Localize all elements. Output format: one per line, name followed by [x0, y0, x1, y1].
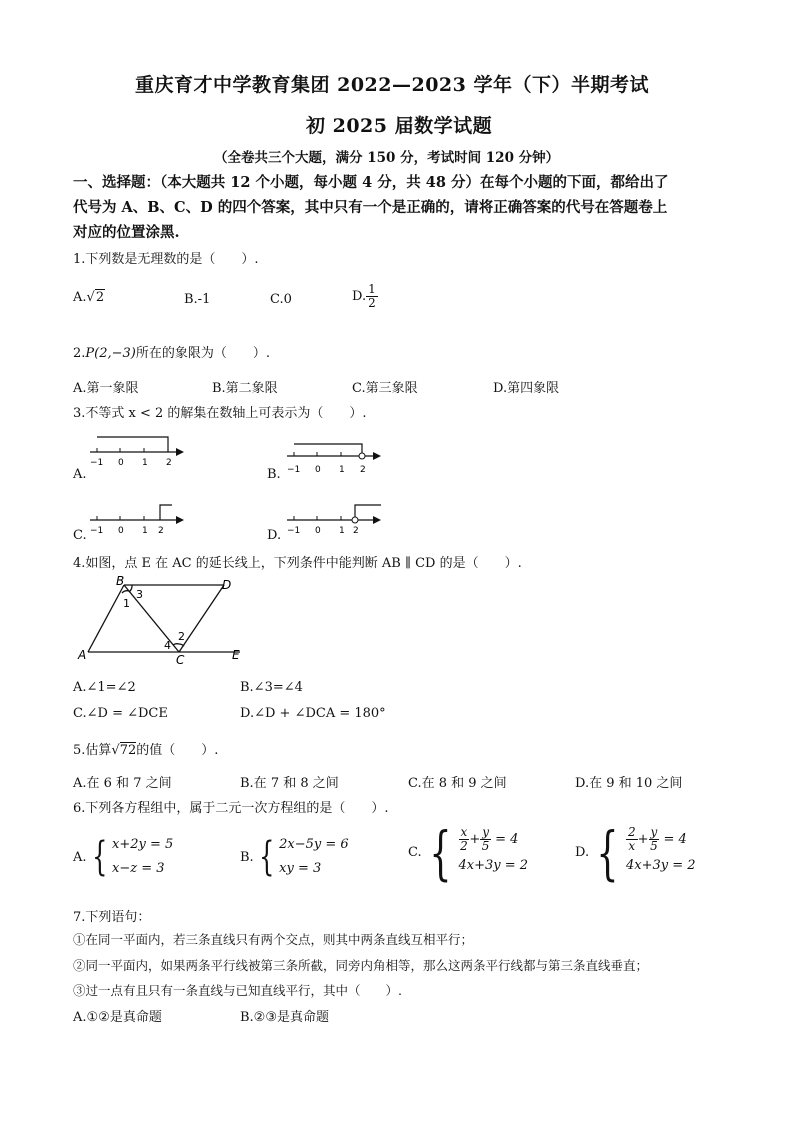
- svg-text:0: 0: [315, 526, 321, 536]
- svg-text:0: 0: [315, 465, 321, 475]
- svg-text:2: 2: [178, 630, 185, 643]
- q1-stem: 1.下列数是无理数的是（ ）.: [73, 252, 259, 267]
- svg-text:1: 1: [339, 526, 345, 536]
- q5-option-b: B.在 7 和 8 之间: [240, 776, 339, 791]
- svg-text:1: 1: [142, 458, 148, 468]
- svg-text:−1: −1: [90, 458, 104, 468]
- q2-option-b: B.第二象限: [212, 381, 278, 396]
- q2-option-a: A.第一象限: [73, 381, 139, 396]
- svg-text:B: B: [116, 574, 125, 588]
- svg-text:1: 1: [123, 597, 130, 610]
- q7-stem: 7.下列语句：: [73, 910, 151, 925]
- q3-number-line-b: [285, 440, 385, 478]
- q4-stem: 4.如图，点 E 在 AC 的延长线上，下列条件中能判断 AB ∥ CD 的是（ ）.: [73, 556, 522, 571]
- svg-text:C: C: [176, 653, 185, 665]
- exam-note: （全卷共三个大题，满分 150 分，考试时间 120 分钟）: [214, 150, 560, 166]
- svg-text:E: E: [232, 648, 240, 662]
- svg-text:D: D: [222, 578, 232, 592]
- q7-statement-2: ②同一平面内，如果两条平行线被第三条所截，同旁内角相等，那么这两条平行线都与第三条直线垂直；: [73, 958, 649, 973]
- q1-option-a: A.√2: [73, 290, 105, 305]
- svg-text:4: 4: [164, 639, 171, 652]
- q2-stem: 2.P(2,−3)所在的象限为（ ）.: [73, 346, 271, 361]
- q4-option-d: D.∠D + ∠DCA = 180°: [240, 706, 386, 721]
- q4-geometry-figure: [72, 573, 252, 665]
- q3-number-line-c: [88, 500, 188, 538]
- svg-text:0: 0: [118, 458, 124, 468]
- q3-option-b: B.: [267, 467, 281, 482]
- q4-option-c: C.∠D = ∠DCE: [73, 706, 168, 721]
- page-subtitle: 初 2025 届数学试题: [306, 115, 493, 137]
- q6-option-c: C. { $\frac{x}{2}$ + $\frac{y}{5}$ = 4 4x+3y = 2: [408, 818, 529, 887]
- q1-option-d: D. $\frac{1}{2}$: [352, 282, 376, 310]
- svg-text:−1: −1: [90, 526, 104, 536]
- svg-text:2: 2: [158, 526, 164, 536]
- q3-number-line-a: [88, 432, 188, 470]
- svg-text:0: 0: [118, 526, 124, 536]
- q2-option-c: C.第三象限: [352, 381, 418, 396]
- svg-text:2: 2: [166, 458, 172, 468]
- q7-option-a: A.①②是真命题: [73, 1010, 162, 1025]
- q4-option-b: B.∠3=∠4: [240, 680, 303, 695]
- q2-option-d: D.第四象限: [493, 381, 560, 396]
- q7-statement-1: ①在同一平面内，若三条直线只有两个交点，则其中两条直线互相平行；: [73, 932, 474, 947]
- q6-option-b: B. { 2x−5y = 6 xy = 3: [240, 834, 349, 880]
- svg-text:2: 2: [360, 465, 366, 475]
- q6-option-a: A. { x+2y = 5 x−z = 3: [73, 834, 174, 880]
- q1-option-b: B.-1: [184, 292, 211, 307]
- q3-option-c: C.: [73, 528, 87, 543]
- svg-text:1: 1: [142, 526, 148, 536]
- q1-option-c: C.0: [270, 292, 292, 307]
- q6-option-d: D. { $\frac{2}{x}$ + $\frac{y}{5}$ = 4 4x+3y = 2: [575, 818, 696, 887]
- svg-text:A: A: [78, 648, 87, 662]
- q7-option-b: B.②③是真命题: [240, 1010, 329, 1025]
- sqrt-symbol: √: [111, 743, 120, 758]
- section-line-2: 代号为 A、B、C、D 的四个答案，其中只有一个是正确的，请将正确答案的代号在答题卷上: [73, 199, 668, 216]
- svg-text:3: 3: [136, 588, 143, 601]
- svg-text:1: 1: [339, 465, 345, 475]
- svg-text:2: 2: [353, 526, 359, 536]
- section-line-3: 对应的位置涂黑.: [73, 224, 180, 241]
- q3-stem: 3.不等式 x < 2 的解集在数轴上可表示为（ ）.: [73, 406, 367, 421]
- q3-option-a: A.: [73, 467, 87, 482]
- sqrt-symbol: √: [86, 290, 95, 305]
- svg-text:−1: −1: [287, 465, 301, 475]
- q5-option-c: C.在 8 和 9 之间: [408, 776, 507, 791]
- section-line-1: 一、选择题：（本大题共 12 个小题，每小题 4 分，共 48 分）在每个小题的下面，都给出了: [73, 174, 669, 191]
- svg-text:−1: −1: [287, 526, 301, 536]
- q4-option-a: A.∠1=∠2: [73, 680, 136, 695]
- q6-stem: 6.下列各方程组中，属于二元一次方程组的是（ ）.: [73, 801, 389, 816]
- q5-stem: 5.估算√72的值（ ）.: [73, 743, 219, 758]
- q7-statement-3: ③过一点有且只有一条直线与已知直线平行，其中（ ）.: [73, 983, 402, 998]
- q3-option-d: D.: [267, 528, 282, 543]
- q5-option-a: A.在 6 和 7 之间: [73, 776, 172, 791]
- page-title: 重庆育才中学教育集团 2022—2023 学年（下）半期考试: [135, 74, 649, 96]
- q3-number-line-d: [285, 500, 385, 538]
- q5-option-d: D.在 9 和 10 之间: [575, 776, 683, 791]
